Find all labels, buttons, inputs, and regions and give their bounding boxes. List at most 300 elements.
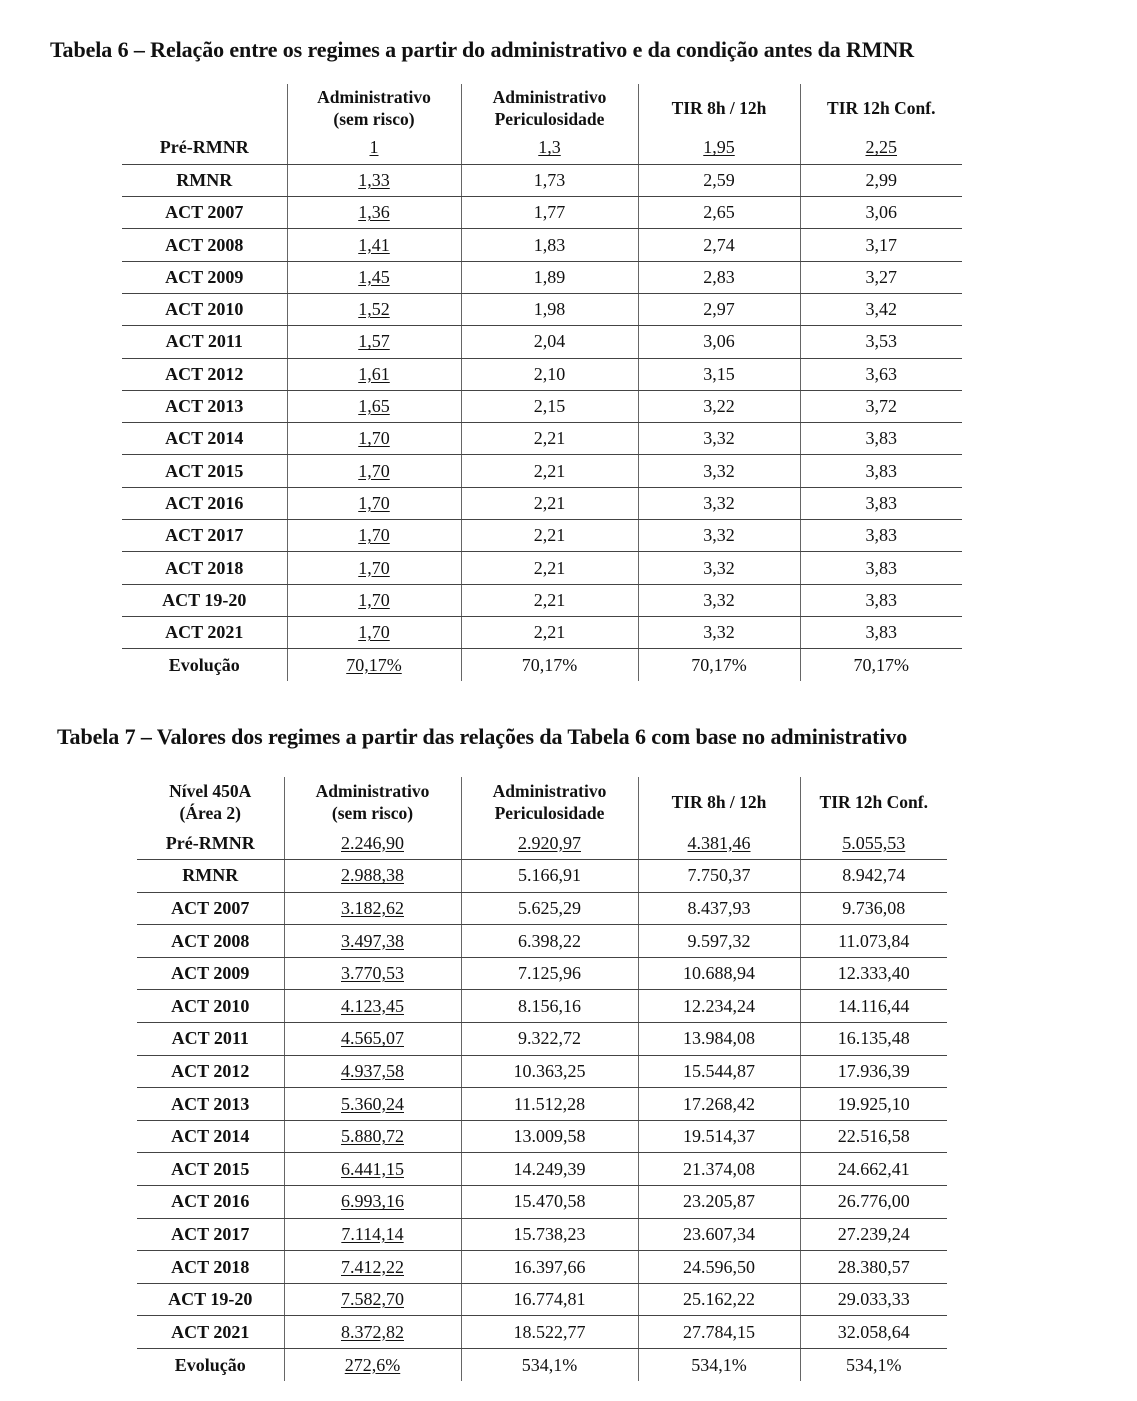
table-cell	[638, 1251, 800, 1284]
cell-value: 1,61	[358, 363, 390, 384]
table-cell	[461, 1120, 638, 1153]
cell-value: 3,83	[865, 589, 897, 610]
cell-value: 26.776,00	[837, 1191, 910, 1212]
table-cell	[461, 487, 638, 519]
cell-value: 27.239,24	[837, 1223, 910, 1244]
table-6-row	[122, 423, 962, 455]
cell-value: 10.363,25	[513, 1060, 586, 1081]
cell-value: 25.162,22	[683, 1289, 755, 1310]
cell-value: 2,25	[865, 137, 897, 158]
table-7-column-header	[284, 777, 461, 827]
cell-value: 12.333,40	[837, 963, 910, 984]
table-cell	[800, 616, 962, 648]
table-cell	[284, 892, 461, 925]
cell-value: 1,3	[538, 137, 561, 158]
table-7-row	[137, 892, 947, 925]
table-cell	[461, 229, 638, 261]
table-cell	[461, 520, 638, 552]
table-6-row	[122, 358, 962, 390]
table-6-row	[122, 261, 962, 293]
table-cell	[638, 261, 800, 293]
cell-value: 3,83	[865, 428, 897, 449]
cell-value: 2,21	[533, 589, 566, 610]
row-label: ACT 2010	[137, 990, 284, 1023]
cell-value: 70,17%	[691, 654, 747, 675]
table-cell	[638, 892, 800, 925]
table-7-row	[137, 1023, 947, 1056]
table-cell	[287, 261, 461, 293]
table-7-header-row	[137, 777, 947, 827]
row-label: Evolução	[168, 654, 240, 675]
table-cell	[638, 1023, 800, 1056]
cell-value: 7.582,70	[341, 1289, 404, 1310]
table-cell	[800, 1251, 947, 1284]
cell-value: 9.322,72	[518, 1028, 581, 1049]
table-cell	[287, 132, 461, 164]
table-7-row	[137, 1120, 947, 1153]
table-cell	[284, 1186, 461, 1219]
cell-value: 1,52	[358, 299, 390, 320]
table-cell	[284, 1120, 461, 1153]
cell-value: 3,32	[703, 525, 735, 546]
table-cell	[638, 990, 800, 1023]
row-label: ACT 2013	[122, 390, 287, 422]
table-cell	[461, 197, 638, 229]
cell-value: 29.033,33	[837, 1289, 910, 1310]
table-cell	[800, 1218, 947, 1251]
column-header-line: TIR 8h / 12h	[671, 98, 767, 118]
row-label: ACT 2011	[137, 1023, 284, 1056]
column-header-line: (Área 2)	[179, 803, 241, 823]
column-header-line: Administrativo	[315, 781, 430, 801]
table-cell	[638, 423, 800, 455]
table-cell	[461, 827, 638, 860]
row-label: ACT 2010	[122, 293, 287, 325]
table-cell	[638, 455, 800, 487]
row-label: ACT 2008	[122, 229, 287, 261]
table-cell	[284, 925, 461, 958]
table-cell	[284, 957, 461, 990]
cell-value: 14.249,39	[513, 1158, 586, 1179]
row-label: ACT 2021	[122, 616, 287, 648]
cell-value: 3,83	[865, 525, 897, 546]
table-cell	[287, 358, 461, 390]
table-7-row	[137, 1088, 947, 1121]
table-cell	[287, 197, 461, 229]
table-cell	[800, 132, 962, 164]
table-cell	[638, 1349, 800, 1382]
table-cell	[284, 1153, 461, 1186]
table-cell	[461, 1218, 638, 1251]
table-cell	[461, 990, 638, 1023]
cell-value: 22.516,58	[837, 1126, 910, 1147]
cell-value: 12.234,24	[683, 995, 755, 1016]
cell-value: 1,70	[358, 622, 390, 643]
cell-value: 1	[369, 137, 379, 158]
cell-value: 2,83	[703, 266, 735, 287]
table-cell	[800, 229, 962, 261]
column-header-line: Nível 450A	[169, 781, 252, 801]
table-cell	[461, 892, 638, 925]
table-7-row	[137, 1153, 947, 1186]
table-cell	[800, 925, 947, 958]
table-cell	[461, 358, 638, 390]
cell-value: 3,83	[865, 492, 897, 513]
cell-value: 4.381,46	[687, 832, 751, 853]
table-cell	[800, 1023, 947, 1056]
table-6-row	[122, 520, 962, 552]
cell-value: 11.512,28	[513, 1093, 586, 1114]
cell-value: 3,32	[703, 492, 735, 513]
cell-value: 1,65	[358, 396, 390, 417]
row-label: ACT 2017	[137, 1218, 284, 1251]
table-cell	[287, 164, 461, 196]
cell-value: 1,83	[533, 234, 566, 255]
row-label: ACT 2021	[137, 1316, 284, 1349]
table-cell	[287, 487, 461, 519]
row-label: RMNR	[137, 860, 284, 893]
cell-value: 1,70	[358, 557, 390, 578]
table-cell	[638, 827, 800, 860]
table-cell	[800, 326, 962, 358]
table-cell	[461, 1316, 638, 1349]
cell-value: 5.055,53	[842, 832, 906, 853]
table-7-row	[137, 1186, 947, 1219]
table-7-row	[137, 860, 947, 893]
cell-value: 24.662,41	[837, 1158, 910, 1179]
table-7-row	[137, 827, 947, 860]
table-cell	[800, 1283, 947, 1316]
table-cell	[284, 1283, 461, 1316]
table-7-column-header	[461, 777, 638, 827]
table-cell	[461, 1251, 638, 1284]
cell-value: 1,70	[358, 525, 390, 546]
cell-value: 2,21	[533, 525, 566, 546]
table-cell	[800, 1316, 947, 1349]
cell-value: 1,36	[358, 202, 390, 223]
table-cell	[461, 1186, 638, 1219]
table-cell	[638, 229, 800, 261]
cell-value: 1,41	[358, 234, 390, 255]
table-cell	[461, 1283, 638, 1316]
table-cell	[461, 860, 638, 893]
table-6-row	[122, 487, 962, 519]
table-7-caption: Tabela 7 – Valores dos regimes a partir das relações da Tabela 6 com base no administrativo	[57, 724, 908, 749]
table-cell	[800, 1120, 947, 1153]
table-6-column-header	[122, 84, 287, 132]
cell-value: 3,32	[703, 557, 735, 578]
table-cell	[638, 1120, 800, 1153]
table-cell	[461, 584, 638, 616]
cell-value: 2,15	[533, 396, 566, 417]
cell-value: 11.073,84	[838, 930, 910, 951]
column-header-line: Administrativo	[317, 87, 431, 107]
column-header-line: Administrativo	[492, 781, 607, 801]
cell-value: 7.125,96	[518, 963, 581, 984]
row-label: ACT 19-20	[122, 584, 287, 616]
column-header-line: Periculosidade	[494, 803, 605, 823]
cell-value: 17.268,42	[683, 1093, 755, 1114]
cell-value: 2.988,38	[341, 865, 404, 886]
cell-value: 14.116,44	[838, 995, 910, 1016]
cell-value: 3,06	[703, 331, 735, 352]
cell-value: 1,45	[358, 266, 390, 287]
cell-value: 3,17	[865, 234, 897, 255]
cell-value: 3,32	[703, 622, 735, 643]
table-cell	[461, 1055, 638, 1088]
table-cell	[284, 827, 461, 860]
table-cell	[287, 520, 461, 552]
table-7-column-header	[638, 777, 800, 827]
row-label: ACT 2009	[137, 957, 284, 990]
table-cell	[638, 1218, 800, 1251]
table-cell	[287, 455, 461, 487]
table-cell	[800, 390, 962, 422]
table-cell	[287, 229, 461, 261]
table-6-row	[122, 132, 962, 164]
cell-value: 534,1%	[691, 1354, 747, 1375]
cell-value: 1,70	[358, 428, 390, 449]
table-cell	[638, 132, 800, 164]
table-cell	[287, 293, 461, 325]
cell-value: 2,74	[703, 234, 735, 255]
row-label: Evolução	[174, 1354, 246, 1375]
row-label: ACT 2014	[137, 1120, 284, 1153]
row-label: ACT 2009	[122, 261, 287, 293]
table-cell	[638, 860, 800, 893]
table-cell	[284, 1349, 461, 1382]
cell-value: 3,32	[703, 460, 735, 481]
row-label: ACT 2018	[137, 1251, 284, 1284]
cell-value: 3,42	[865, 299, 897, 320]
table-cell	[287, 552, 461, 584]
table-cell	[461, 293, 638, 325]
cell-value: 3.497,38	[341, 930, 404, 951]
cell-value: 24.596,50	[683, 1256, 755, 1277]
row-label: ACT 2007	[122, 197, 287, 229]
cell-value: 6.398,22	[518, 930, 581, 951]
table-cell	[638, 584, 800, 616]
column-header-line: Periculosidade	[494, 109, 605, 129]
table-7-row	[137, 1283, 947, 1316]
cell-value: 5.360,24	[341, 1093, 404, 1114]
row-label: ACT 2012	[137, 1055, 284, 1088]
table-cell	[461, 1349, 638, 1382]
table-cell	[800, 990, 947, 1023]
cell-value: 7.412,22	[341, 1256, 404, 1277]
table-cell	[800, 520, 962, 552]
cell-value: 2,99	[865, 169, 897, 190]
table-cell	[638, 925, 800, 958]
cell-value: 3,32	[703, 428, 735, 449]
cell-value: 3.770,53	[341, 963, 404, 984]
table-cell	[287, 584, 461, 616]
table-6-row	[122, 229, 962, 261]
cell-value: 4.565,07	[341, 1028, 404, 1049]
table-7	[137, 777, 947, 1381]
table-7-row	[137, 1349, 947, 1382]
row-label: ACT 2007	[137, 892, 284, 925]
cell-value: 7.114,14	[341, 1223, 404, 1244]
cell-value: 2,97	[703, 299, 735, 320]
table-cell	[800, 1186, 947, 1219]
table-cell	[800, 1088, 947, 1121]
table-cell	[800, 197, 962, 229]
cell-value: 13.984,08	[683, 1028, 755, 1049]
cell-value: 272,6%	[344, 1354, 401, 1375]
table-cell	[284, 990, 461, 1023]
table-7-row	[137, 1055, 947, 1088]
cell-value: 2,04	[533, 331, 566, 352]
cell-value: 1,70	[358, 460, 390, 481]
cell-value: 23.205,87	[683, 1191, 755, 1212]
table-cell	[638, 358, 800, 390]
row-label: Pré-RMNR	[137, 827, 284, 860]
table-7-column-header	[800, 777, 947, 827]
table-7-row	[137, 1251, 947, 1284]
cell-value: 21.374,08	[683, 1158, 755, 1179]
table-cell	[800, 1055, 947, 1088]
row-label: ACT 2008	[137, 925, 284, 958]
row-label: ACT 2014	[122, 423, 287, 455]
cell-value: 16.135,48	[837, 1028, 910, 1049]
cell-value: 13.009,58	[513, 1126, 586, 1147]
column-header-line: TIR 12h Conf.	[819, 792, 928, 812]
table-cell	[461, 1088, 638, 1121]
table-cell	[461, 261, 638, 293]
table-cell	[638, 487, 800, 519]
cell-value: 17.936,39	[837, 1060, 910, 1081]
table-7-row	[137, 1218, 947, 1251]
cell-value: 3,53	[865, 331, 897, 352]
cell-value: 10.688,94	[683, 963, 755, 984]
table-cell	[461, 925, 638, 958]
table-6-column-header	[287, 84, 461, 132]
cell-value: 3,72	[865, 396, 897, 417]
cell-value: 9.597,32	[687, 930, 751, 951]
row-label: ACT 2017	[122, 520, 287, 552]
cell-value: 534,1%	[846, 1354, 902, 1375]
column-header-line: TIR 8h / 12h	[671, 792, 767, 812]
table-cell	[284, 1316, 461, 1349]
cell-value: 1,98	[533, 299, 566, 320]
table-cell	[461, 649, 638, 681]
row-label: ACT 2011	[122, 326, 287, 358]
table-cell	[800, 860, 947, 893]
table-cell	[638, 616, 800, 648]
cell-value: 15.470,58	[513, 1191, 586, 1212]
cell-value: 4.937,58	[341, 1060, 404, 1081]
cell-value: 1,70	[358, 492, 390, 513]
table-6-row	[122, 197, 962, 229]
table-cell	[284, 1055, 461, 1088]
table-7-row	[137, 925, 947, 958]
table-cell	[638, 1055, 800, 1088]
table-cell	[284, 1088, 461, 1121]
table-cell	[800, 827, 947, 860]
cell-value: 19.514,37	[683, 1126, 755, 1147]
cell-value: 3,83	[865, 460, 897, 481]
row-label: ACT 19-20	[137, 1283, 284, 1316]
table-6-row	[122, 164, 962, 196]
cell-value: 2,21	[533, 428, 566, 449]
row-label: ACT 2012	[122, 358, 287, 390]
row-label: RMNR	[122, 164, 287, 196]
cell-value: 70,17%	[346, 654, 402, 675]
table-6-row	[122, 455, 962, 487]
cell-value: 32.058,64	[837, 1321, 910, 1342]
table-cell	[284, 1251, 461, 1284]
row-label: ACT 2016	[122, 487, 287, 519]
cell-value: 2,21	[533, 460, 566, 481]
cell-value: 70,17%	[521, 654, 578, 675]
column-header-line: (sem risco)	[333, 109, 415, 129]
table-6-row	[122, 616, 962, 648]
table-cell	[461, 957, 638, 990]
table-cell	[287, 390, 461, 422]
table-cell	[638, 326, 800, 358]
table-cell	[638, 649, 800, 681]
cell-value: 1,89	[533, 266, 566, 287]
table-6	[122, 84, 962, 681]
table-7-row	[137, 990, 947, 1023]
table-6-row	[122, 649, 962, 681]
table-cell	[461, 164, 638, 196]
table-cell	[800, 892, 947, 925]
table-6-column-header	[461, 84, 638, 132]
cell-value: 18.522,77	[513, 1321, 586, 1342]
table-cell	[284, 1023, 461, 1056]
table-cell	[461, 552, 638, 584]
table-cell	[287, 326, 461, 358]
table-cell	[287, 423, 461, 455]
cell-value: 1,70	[358, 589, 390, 610]
cell-value: 8.156,16	[518, 995, 581, 1016]
table-cell	[461, 1023, 638, 1056]
table-6-row	[122, 326, 962, 358]
cell-value: 3,63	[865, 363, 897, 384]
cell-value: 3,83	[865, 622, 897, 643]
table-cell	[800, 358, 962, 390]
table-cell	[461, 1153, 638, 1186]
table-cell	[800, 649, 962, 681]
cell-value: 9.736,08	[842, 897, 906, 918]
cell-value: 2,21	[533, 492, 566, 513]
column-header-line: (sem risco)	[331, 803, 414, 823]
cell-value: 6.441,15	[341, 1158, 404, 1179]
cell-value: 27.784,15	[683, 1321, 755, 1342]
table-6-row	[122, 390, 962, 422]
cell-value: 3,06	[865, 202, 897, 223]
cell-value: 5.880,72	[341, 1126, 404, 1147]
table-6-row	[122, 293, 962, 325]
cell-value: 1,57	[358, 331, 390, 352]
cell-value: 1,73	[533, 169, 566, 190]
table-cell	[284, 860, 461, 893]
table-cell	[800, 293, 962, 325]
table-cell	[461, 423, 638, 455]
table-cell	[800, 1349, 947, 1382]
cell-value: 534,1%	[521, 1354, 578, 1375]
table-cell	[800, 552, 962, 584]
row-label: ACT 2015	[122, 455, 287, 487]
table-6-row	[122, 552, 962, 584]
cell-value: 16.397,66	[513, 1256, 586, 1277]
cell-value: 5.166,91	[518, 865, 581, 886]
cell-value: 8.372,82	[341, 1321, 404, 1342]
cell-value: 28.380,57	[837, 1256, 910, 1277]
table-cell	[638, 957, 800, 990]
